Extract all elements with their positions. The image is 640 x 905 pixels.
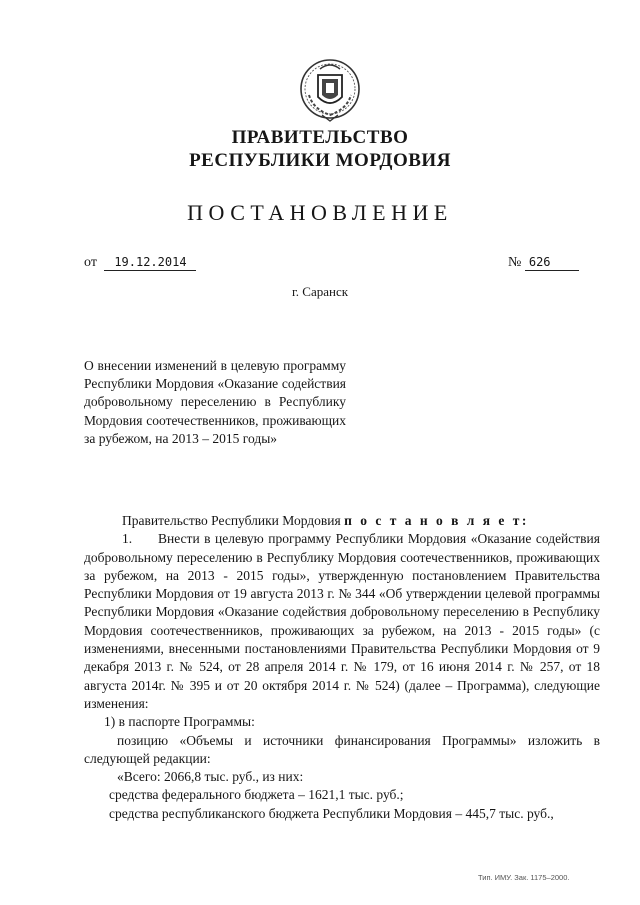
coat-of-arms-icon bbox=[298, 55, 362, 125]
item-1 bbox=[84, 530, 600, 713]
city: г. Саранск bbox=[291, 284, 349, 299]
document-date bbox=[84, 255, 196, 271]
decree-word: п о с т а н о в л я е т: bbox=[344, 513, 529, 528]
intro-text: Правительство Республики Мордовия bbox=[122, 513, 345, 528]
print-mark: Тип. ИМУ. Зак. 1175–2000. bbox=[478, 873, 570, 882]
total-funding-line: «Всего: 2066,8 тыс. руб., из них: bbox=[117, 769, 304, 785]
date-prefix: от bbox=[84, 255, 97, 270]
number-prefix: № bbox=[508, 255, 522, 270]
federal-funding-line: средства федерального бюджета – 1621,1 тыс. руб.; bbox=[109, 787, 404, 803]
government-name-line2: РЕСПУБЛИКИ МОРДОВИЯ bbox=[189, 150, 451, 171]
government-name-line1: ПРАВИТЕЛЬСТВО bbox=[231, 127, 409, 148]
sub-item-1: 1) в паспорте Программы: bbox=[104, 714, 255, 730]
document-number bbox=[508, 255, 579, 271]
date-value: 19.12.2014 bbox=[104, 255, 196, 271]
item-1-number: 1. bbox=[122, 531, 133, 547]
sub-item-1-text: позицию «Объемы и источники финансирования Программы» изложить в следующей редакции: bbox=[84, 732, 600, 766]
item-1-text: Внести в целевую программу Республики Мордовия «Оказание содействия добровольному переселению в Республику Мордовия соотечественников, проживающих за рубежом, на 2013 - 2015 годы», утвержденную постановлением Правительства Республики Мордовия от 19 августа 2013 г. № 344 «Об утверждении целевой программы Республики Мордовия «Оказание содействия добровольному переселению в Республику Мордовия соотечественников, проживающих за рубежом, на 2013 - 2015 годы» (с изменениями, внесенными постановлениями Правительства Республики Мордовия от 9 декабря 2013 г. № 524, от 28 апреля 2014 г. № 179, от 16 июня 2014 г. № 257, от 18 августа 2014г. № 395 и от 20 октября 2014 г. № 524) (далее – Программа), следующие изменения: bbox=[84, 531, 600, 711]
document-type: ПОСТАНОВЛЕНИЕ bbox=[187, 200, 453, 225]
decree-intro bbox=[84, 512, 600, 530]
republic-funding-line: средства республиканского бюджета Республики Мордовия – 445,7 тыс. руб., bbox=[109, 805, 554, 821]
document-subject: О внесении изменений в целевую программу Республики Мордовия «Оказание содействия добровольному переселению в Республику Мордовия соотечественников, проживающих за рубежом, на 2013 – 2015 годы» bbox=[84, 358, 346, 446]
number-value: 626 bbox=[525, 255, 579, 271]
document-body bbox=[84, 512, 600, 823]
